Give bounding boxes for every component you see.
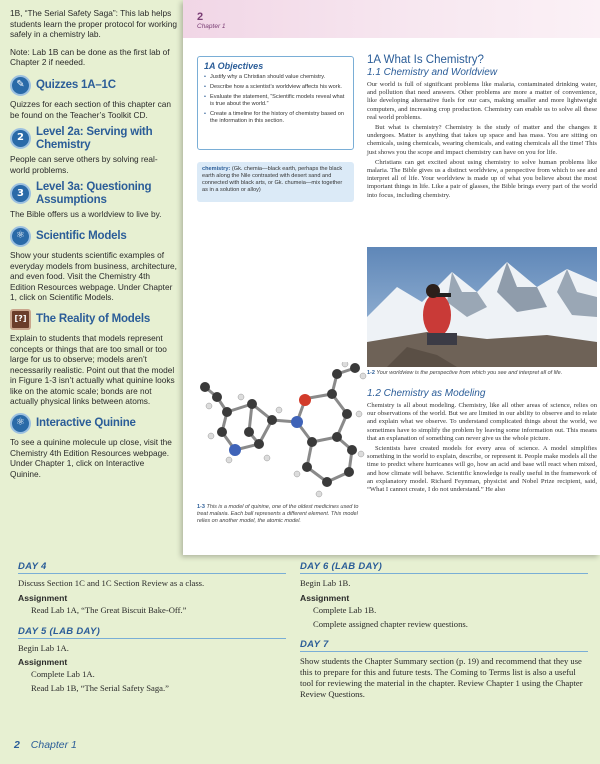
note-text: Note: Lab 1B can be done as the first lab of Chapter 2 if needed. [10,46,170,68]
sidebar-block-title: The Reality of Models [36,313,151,326]
day-intro: Begin Lab 1A. [18,642,69,653]
body-paragraph: Christians can get excited about using chemistry to solve human problems like malaria. The Bible gives us a distinct worldview, a perspective from which to see and interpret all of life. Your worldview is made up of what you believe about the most important things in life. Like a pair of glasses, the Bible brings every part of the world into focus, including chemistry. [367,158,597,199]
glossary-text: (Gk. chemia—black earth, perhaps the black earth along the Nile contrasted with desert sand and connected with black arts, or Gk. chumeia—mix together as in a solution or alloy) [202,166,343,193]
body-paragraph: Chemistry is all about modeling. Chemistry, like all other areas of science, relies on our observations of the world. But we are limited in our ability to observe and to relate and explain what we observe. To understand complicated things about the world, we sometimes have to simplify the problem by leaving some information out. This means that an explanation of something can never give us the whole picture. [367,402,597,442]
day-heading: DAY 7 [300,639,588,652]
spacer [300,700,588,707]
quiz-icon: ✎ [10,75,31,96]
assignment-label: Assignment [300,592,350,603]
subsection-1-body [367,81,597,200]
sidebar-blocks [10,75,177,479]
assignment-item: Read Lab 1B, “The Serial Safety Saga.” [31,683,169,694]
sidebar-block-text: To see a quinine molecule up close, visit the Chemistry 4th Edition Resources webpage. Under Chapter 1, click on Interactive Quinine. [10,437,172,479]
glossary-box [197,162,354,202]
lesson-plan [0,555,600,764]
objective-item: • Describe how a scientist’s worldview affects his work. [204,84,347,91]
sidebar-block-text: Explain to students that models represent concepts or things that are too small or too large for us to observe; models aren’t necessarily realistic. Point out that the model in Figure 1-3 isn’t actually what quinine looks like on the atomic scale; bonds are not actually physical links between atoms. [10,332,175,407]
atom-icon: ⚛ [10,226,31,247]
teacher-sidebar [0,0,183,555]
question-icon: [?] [10,309,31,330]
mol-caption-text: This is a model of quinine, one of the oldest medicines used to treat malaria. Each ball represents a different element. This model relies on another model, the atomic model. [197,504,359,524]
assignment-item: Read Lab 1A, “The Great Biscuit Bake-Off.” [31,604,187,615]
sidebar-block-header [10,181,177,206]
footer-chapter: Chapter 1 [30,739,77,751]
day-heading: DAY 4 [18,561,286,574]
level-icon: 2 [10,128,31,149]
sidebar-block [10,126,177,175]
spacer [18,619,286,626]
photo-caption-number: 1-2 [367,370,375,376]
subsection-title-1: 1.1 Chemistry and Worldview [367,67,498,78]
body-paragraph: Our world is full of significant problems like malaria, contaminated drinking water, and pollution that need answers. Other problems are more a matter of convenience, like developing alternative fuels for our cars, making smaller and more lightweight computers, and increasing crop production. Chemistry can enable us to solve all these real world problems. [367,81,597,121]
sidebar-block-header [10,75,177,96]
quinine-model-image [197,362,367,502]
sidebar-block-header [10,226,177,247]
molecule-caption [197,504,369,524]
subsection-2-body [367,402,597,494]
footer-page-number: 2 [14,739,20,751]
sidebar-block [10,226,177,303]
sidebar-block-title: Level 3a: Questioning Assumptions [36,181,152,206]
lesson-plan-left [18,561,286,704]
mol-caption-number: 1-3 [197,504,205,510]
sidebar-block-header [10,309,177,330]
day-heading: DAY 5 (LAB DAY) [18,626,286,639]
sidebar-block [10,181,177,220]
sidebar-block-header [10,413,177,434]
sidebar-block-title: Quizzes 1A–1C [36,79,116,92]
day-heading: DAY 6 (LAB DAY) [300,561,588,574]
sidebar-block-text: People can serve others by solving real-world problems. [10,154,158,175]
inset-main-column-2 [367,388,597,496]
page-footer [14,739,77,751]
mountain-photo [367,247,597,367]
assignment-label: Assignment [18,657,68,668]
day-intro: Begin Lab 1B. [300,578,351,588]
inset-chapter-label: Chapter 1 [197,23,226,30]
sidebar-block-text: Show your students scientific examples of everyday models from business, architecture, and even food. Visit the Chemistry 4th Edition Resources webpage. Under Chapter 1, click on Scientific Models. [10,249,177,303]
sidebar-block-title: Level 2a: Serving with Chemistry [36,126,153,151]
assignment-item: Complete Lab 1B. [313,604,377,615]
sidebar-block-title: Interactive Quinine [36,417,136,430]
glossary-term: chemistry: [202,166,231,172]
objectives-title: 1A Objectives [204,61,264,71]
sidebar-intro [10,8,177,68]
assignment-item: Complete assigned chapter review questions. [313,618,468,629]
body-paragraph: But what is chemistry? Chemistry is the study of matter and the changes it undergoes. Matter is anything that takes up space and has mass. You are sitting on chemicals, using chemicals, wearing chemicals, and eating chemicals all the time! This just shows you the scope and impact chemistry can have on you for life. [367,124,597,156]
body-paragraph: Scientists have created models for every area of science. A model simplifies something in the world to explain, describe, or represent it. People make models all the time to predict where hurricanes will go, how an acid and base will react when mixed, and how climate will behave. Scientific knowledge is really useful in the framework of an explanatory model. Richard Feynman, physicist and Nobel Prize recipient, said, “What I cannot create, I do not understand.” He also [367,445,597,494]
lesson-plan-right [300,561,588,707]
subsection-title-2: 1.2 Chemistry as Modeling [367,388,486,399]
objectives-list [204,74,347,125]
sidebar-block [10,309,177,407]
spacer [300,632,588,639]
sidebar-block-text: Quizzes for each section of this chapter can be found on the Teacher’s Toolkit CD. [10,98,171,120]
objective-item: • Justify why a Christian should value chemistry. [204,74,347,81]
assignment-item: Complete Lab 1A. [31,669,95,680]
level-icon: 3 [10,183,31,204]
sidebar-block [10,75,177,120]
objective-item: • Evaluate the statement, “Scientific models reveal what is true about the world.” [204,94,347,108]
spacer [18,697,286,704]
day-intro: Show students the Chapter Summary section (p. 19) and recommend that they use this to prepare for this and future tests. The Coming to Terms list is also a useful tool for reviewing the material in the chapter. Review Chapter 1 using the Chapter Review Questions. [300,656,583,699]
sidebar-block-header [10,126,177,151]
inset-page-number: 2 [197,11,204,23]
day-intro: Discuss Section 1C and 1C Section Review as a class. [18,578,205,588]
inset-main-column [367,54,597,202]
inset-header [183,0,600,38]
atom-icon: ⚛ [10,413,31,434]
sidebar-block-text: The Bible offers us a worldview to live by. [10,209,162,220]
sidebar-block-title: Scientific Models [36,230,127,243]
objectives-box [197,56,354,150]
photo-caption-text: Your worldview is the perspective from which you see and interpret all of life. [376,370,563,376]
student-page-inset [183,0,600,555]
intro-text: 1B, “The Serial Safety Saga”: This lab helps students learn the proper protocol for working safely in a chemistry lab. [10,8,177,40]
assignment-label: Assignment [18,592,68,603]
section-title: 1A What Is Chemistry? [367,54,484,66]
objective-item: • Create a timeline for the history of chemistry based on the information in this section. [204,111,347,125]
sidebar-block [10,413,177,479]
photo-caption [367,370,597,377]
